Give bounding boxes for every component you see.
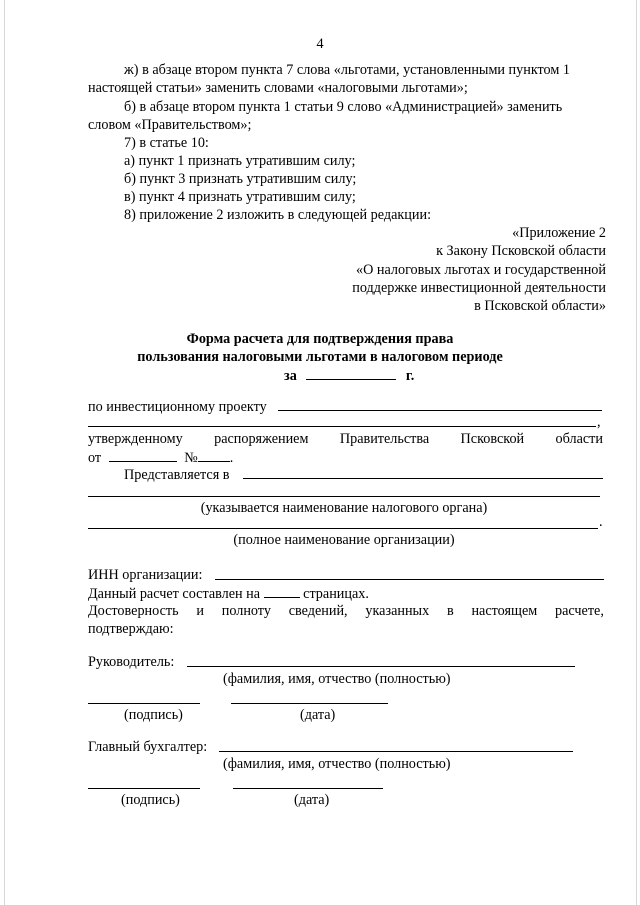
- project-label: по инвестиционному проекту: [88, 399, 267, 415]
- accountant-fio-hint: (фамилия, имя, отчество (полностью): [223, 756, 451, 772]
- confirm-word: настоящем: [471, 603, 538, 619]
- inn-label: ИНН организации:: [88, 567, 203, 583]
- amendment-line: ж) в абзаце втором пункта 7 слова «льготами, установленными пунктом 1: [124, 62, 570, 78]
- approved-word: Правительства: [339, 431, 430, 447]
- confirm-word: и: [196, 603, 204, 619]
- approved-word: утвержденному: [88, 431, 183, 447]
- project-field-cont[interactable]: [88, 426, 596, 427]
- confirm-word: указанных: [365, 603, 430, 619]
- amendment-line: словом «Правительством»;: [88, 117, 252, 133]
- head-date-field[interactable]: [231, 703, 388, 704]
- project-field[interactable]: [278, 410, 602, 411]
- za-label: за: [284, 368, 297, 384]
- accountant-label: Главный бухгалтер:: [88, 739, 208, 755]
- head-label: Руководитель:: [88, 654, 175, 670]
- number-sign: №: [184, 450, 198, 466]
- confirm-word: Достоверность: [88, 603, 179, 619]
- tax-authority-hint: (указывается наименование налогового органа): [200, 500, 488, 516]
- page-edge-left: [4, 0, 5, 905]
- approved-word: Псковской: [460, 431, 525, 447]
- pages-suffix: страницах.: [303, 586, 369, 602]
- year-suffix: г.: [405, 368, 415, 384]
- tax-authority-field[interactable]: [243, 478, 603, 479]
- form-title-line2: пользования налоговыми льготами в налоговом периоде: [137, 349, 503, 365]
- order-date-field[interactable]: [109, 448, 177, 462]
- appendix-header-line: «Приложение 2: [512, 225, 606, 241]
- amendment-line: 8) приложение 2 изложить в следующей редакции:: [124, 207, 432, 223]
- amendment-line: в) пункт 4 признать утратившим силу;: [124, 189, 356, 205]
- confirm-line2: подтверждаю:: [88, 621, 174, 637]
- org-name-hint: (полное наименование организации): [233, 532, 455, 548]
- amendment-line: 7) в статье 10:: [124, 135, 209, 151]
- amendment-line: б) пункт 3 признать утратившим силу;: [124, 171, 357, 187]
- confirm-word: полноту: [221, 603, 271, 619]
- confirm-word: расчете,: [555, 603, 604, 619]
- confirm-line: [88, 602, 604, 620]
- appendix-header-line: поддержке инвестиционной деятельности: [352, 280, 606, 296]
- page-number: 4: [316, 36, 324, 52]
- approved-word: области: [555, 431, 603, 447]
- submitted-label: Представляется в: [124, 467, 230, 483]
- comma: ,: [597, 414, 601, 430]
- head-name-field[interactable]: [187, 666, 575, 667]
- head-signature-field[interactable]: [88, 703, 200, 704]
- pages-count-field[interactable]: [264, 584, 300, 598]
- pages-prefix: Данный расчет составлен на: [88, 586, 261, 602]
- order-number-field[interactable]: [198, 448, 230, 462]
- appendix-header-line: к Закону Псковской области: [436, 243, 606, 259]
- amendment-line: а) пункт 1 признать утратившим силу;: [124, 153, 356, 169]
- tax-authority-field-cont[interactable]: [88, 496, 600, 497]
- accountant-signature-hint: (подпись): [121, 792, 180, 808]
- accountant-name-field[interactable]: [219, 751, 573, 752]
- accountant-date-hint: (дата): [294, 792, 330, 808]
- inn-field[interactable]: [215, 579, 604, 580]
- confirm-word: в: [446, 603, 454, 619]
- form-title-za: [284, 366, 414, 385]
- year-field[interactable]: [306, 366, 396, 380]
- pages-line: [88, 584, 369, 603]
- confirm-word: сведений,: [288, 603, 348, 619]
- org-name-field[interactable]: [88, 528, 598, 529]
- approved-line: [88, 430, 603, 448]
- amendment-line: б) в абзаце втором пункта 1 статьи 9 слово «Администрацией» заменить: [124, 99, 563, 115]
- page-edge-right: [636, 0, 637, 905]
- head-signature-hint: (подпись): [124, 707, 183, 723]
- accountant-signature-field[interactable]: [88, 788, 200, 789]
- dot: .: [599, 514, 603, 530]
- from-label: от: [88, 450, 102, 466]
- approved-word: распоряжением: [214, 431, 309, 447]
- dot: .: [229, 450, 234, 466]
- appendix-header-line: в Псковской области»: [474, 298, 606, 314]
- appendix-header-line: «О налоговых льготах и государственной: [356, 262, 606, 278]
- head-date-hint: (дата): [300, 707, 336, 723]
- form-title-line1: Форма расчета для подтверждения права: [186, 331, 454, 347]
- head-fio-hint: (фамилия, имя, отчество (полностью): [223, 671, 451, 687]
- amendment-line: настоящей статьи» заменить словами «налоговыми льготами»;: [88, 80, 468, 96]
- order-date-line: [88, 448, 233, 467]
- accountant-date-field[interactable]: [233, 788, 383, 789]
